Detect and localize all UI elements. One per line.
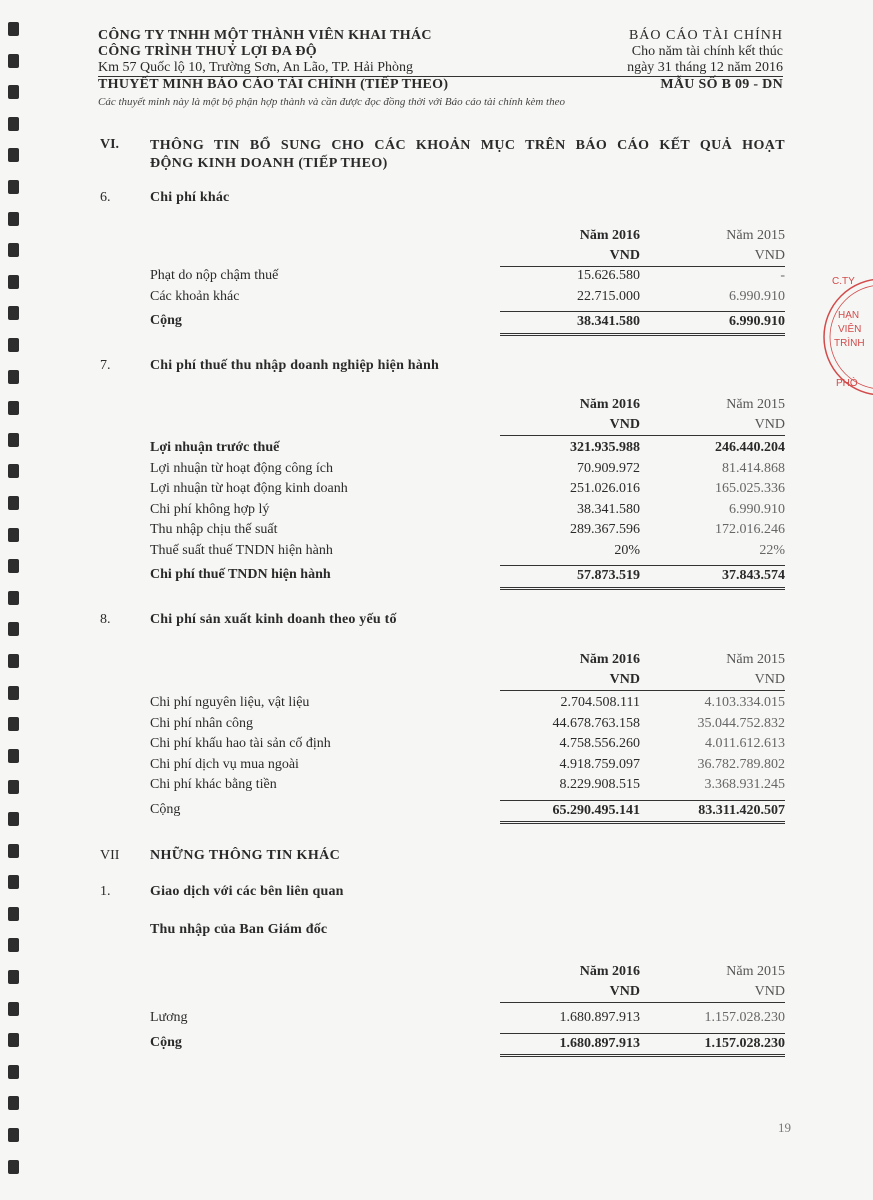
item7-number: 7. xyxy=(100,358,111,373)
row-label: Chi phí không hợp lý xyxy=(150,501,270,517)
item6-table xyxy=(150,226,785,332)
value-2015: - xyxy=(780,268,785,283)
binder-hole xyxy=(8,812,19,826)
binder-hole xyxy=(8,1002,19,1016)
company-name-line1: CÔNG TY TNHH MỘT THÀNH VIÊN KHAI THÁC xyxy=(98,28,432,43)
item1-table xyxy=(150,962,785,1053)
binder-hole xyxy=(8,275,19,289)
total-row xyxy=(150,800,785,821)
year-2016-label: Năm 2016 xyxy=(579,397,640,412)
header-note: Các thuyết minh này là một bộ phận hợp thành và cần được đọc đồng thời với Báo cáo tài chính kèm theo xyxy=(98,96,565,108)
company-stamp xyxy=(820,262,873,412)
binder-hole xyxy=(8,591,19,605)
year-2015-label: Năm 2015 xyxy=(726,652,785,667)
unit-label: VND xyxy=(640,670,785,691)
value-2016: 22.715.000 xyxy=(577,288,640,304)
value-2015: 165.025.336 xyxy=(715,481,785,496)
row-label: Chi phí nhân công xyxy=(150,715,254,731)
row-label: Lợi nhuận trước thuế xyxy=(150,440,280,455)
col-2015-header xyxy=(640,395,785,436)
table-header xyxy=(150,226,785,266)
binder-hole xyxy=(8,559,19,573)
total-2015: 83.311.420.507 xyxy=(640,800,785,825)
binder-hole xyxy=(8,148,19,162)
value-2015: 6.990.910 xyxy=(729,501,785,517)
binder-hole xyxy=(8,401,19,415)
table-row xyxy=(150,459,785,480)
value-2016: 20% xyxy=(614,542,640,558)
binder-hole xyxy=(8,1096,19,1110)
table-row xyxy=(150,520,785,541)
row-label: Phạt do nộp chậm thuế xyxy=(150,268,279,283)
company-name-line2: CÔNG TRÌNH THUỶ LỢI ĐA ĐỘ xyxy=(98,44,317,59)
value-2015: 36.782.789.802 xyxy=(697,756,785,772)
value-2015: 4.103.334.015 xyxy=(704,695,785,710)
total-2016: 65.290.495.141 xyxy=(500,800,640,825)
binder-hole xyxy=(8,370,19,384)
table-row xyxy=(150,438,785,459)
unit-label: VND xyxy=(640,982,785,1003)
value-2016: 70.909.972 xyxy=(577,460,640,476)
table-header xyxy=(150,962,785,1002)
section-vi-title-line2: ĐỘNG KINH DOANH (TIẾP THEO) xyxy=(150,156,388,171)
item7-table xyxy=(150,395,785,586)
binder-hole xyxy=(8,22,19,36)
value-2016: 289.367.596 xyxy=(570,522,640,537)
total-2015: 37.843.574 xyxy=(640,565,785,590)
binder-hole xyxy=(8,844,19,858)
item6-number: 6. xyxy=(100,190,111,205)
binder-holes xyxy=(8,10,22,1190)
table-row xyxy=(150,755,785,776)
section-vi-number: VI. xyxy=(100,137,120,152)
value-2016: 321.935.988 xyxy=(570,440,640,455)
table-row xyxy=(150,500,785,521)
item8-number: 8. xyxy=(100,612,111,627)
year-2016-label: Năm 2016 xyxy=(579,964,640,979)
page-number: 19 xyxy=(778,1120,791,1135)
binder-hole xyxy=(8,528,19,542)
table-header xyxy=(150,395,785,435)
row-label: Chi phí khác bằng tiền xyxy=(150,777,277,792)
unit-label: VND xyxy=(500,246,640,267)
total-2016: 38.341.580 xyxy=(500,311,640,336)
value-2016: 38.341.580 xyxy=(577,501,640,517)
binder-hole xyxy=(8,907,19,921)
total-2016: 57.873.519 xyxy=(500,565,640,590)
value-2015: 1.157.028.230 xyxy=(704,1010,785,1025)
value-2016: 44.678.763.158 xyxy=(552,715,640,731)
fiscal-year-label: Cho năm tài chính kết thúc xyxy=(631,44,783,59)
value-2016: 4.758.556.260 xyxy=(559,736,640,751)
value-2016: 8.229.908.515 xyxy=(559,777,640,792)
value-2016: 4.918.759.097 xyxy=(559,756,640,772)
binder-hole xyxy=(8,1065,19,1079)
row-label: Lợi nhuận từ hoạt động kinh doanh xyxy=(150,481,348,496)
section-vii-title: NHỮNG THÔNG TIN KHÁC xyxy=(150,848,341,863)
table-row xyxy=(150,541,785,562)
table-row xyxy=(150,714,785,735)
fiscal-year-date: ngày 31 tháng 12 năm 2016 xyxy=(627,60,783,75)
year-2015-label: Năm 2015 xyxy=(726,397,785,412)
binder-hole xyxy=(8,338,19,352)
year-2016-label: Năm 2016 xyxy=(579,652,640,667)
value-2015: 35.044.752.832 xyxy=(697,715,785,731)
table-row xyxy=(150,287,785,308)
binder-hole xyxy=(8,243,19,257)
section-vi-title-line1: THÔNG TIN BỔ SUNG CHO CÁC KHOẢN MỤC TRÊN BÁO CÁO KẾT QUẢ HOẠT xyxy=(150,138,785,153)
total-label: Chi phí thuế TNDN hiện hành xyxy=(150,567,331,582)
item6-title: Chi phí khác xyxy=(150,190,230,205)
stamp-text-2: HẠN xyxy=(838,310,860,321)
row-label: Thu nhập chịu thế suất xyxy=(150,522,278,537)
row-label: Thuế suất thuế TNDN hiện hành xyxy=(150,542,333,558)
value-2016: 15.626.580 xyxy=(577,268,640,283)
year-2016-label: Năm 2016 xyxy=(579,228,640,243)
binder-hole xyxy=(8,212,19,226)
table-row xyxy=(150,479,785,500)
value-2015: 246.440.204 xyxy=(715,440,785,455)
stamp-text-5: PHÒ xyxy=(836,378,858,389)
row-label: Chi phí nguyên liệu, vật liệu xyxy=(150,695,310,710)
binder-hole xyxy=(8,54,19,68)
item1-subtitle: Thu nhập của Ban Giám đốc xyxy=(150,922,328,937)
stamp-text-3: VIÊN xyxy=(838,324,862,335)
col-2016-header xyxy=(500,650,640,691)
total-label: Cộng xyxy=(150,801,181,817)
binder-hole xyxy=(8,875,19,889)
table-header xyxy=(150,650,785,690)
binder-hole xyxy=(8,85,19,99)
binder-hole xyxy=(8,1033,19,1047)
table-row xyxy=(150,734,785,755)
table-row xyxy=(150,693,785,714)
binder-hole xyxy=(8,970,19,984)
total-row xyxy=(150,311,785,332)
document-title: THUYẾT MINH BÁO CÁO TÀI CHÍNH (TIẾP THEO) xyxy=(98,77,449,92)
col-2015-header xyxy=(640,226,785,267)
year-2015-label: Năm 2015 xyxy=(726,964,785,979)
value-2015: 3.368.931.245 xyxy=(704,777,785,792)
value-2015: 172.016.246 xyxy=(715,522,785,537)
binder-hole xyxy=(8,464,19,478)
binder-hole xyxy=(8,686,19,700)
row-label: Các khoản khác xyxy=(150,288,240,304)
total-label: Cộng xyxy=(150,1034,182,1050)
binder-hole xyxy=(8,938,19,952)
row-label: Lợi nhuận từ hoạt động công ích xyxy=(150,460,333,476)
unit-label: VND xyxy=(500,415,640,436)
unit-label: VND xyxy=(500,670,640,691)
binder-hole xyxy=(8,780,19,794)
col-2015-header xyxy=(640,650,785,691)
year-2015-label: Năm 2015 xyxy=(726,228,785,243)
binder-hole xyxy=(8,117,19,131)
section-vii-number: VII xyxy=(100,848,120,863)
total-2015: 6.990.910 xyxy=(640,311,785,336)
total-label: Cộng xyxy=(150,313,182,328)
item8-table xyxy=(150,650,785,820)
row-label: Chi phí khấu hao tài sản cố định xyxy=(150,736,331,751)
col-2016-header xyxy=(500,226,640,267)
value-2015: 81.414.868 xyxy=(722,460,785,476)
total-2016: 1.680.897.913 xyxy=(500,1033,640,1058)
row-label: Lương xyxy=(150,1010,188,1025)
binder-hole xyxy=(8,306,19,320)
value-2015: 4.011.612.613 xyxy=(705,736,785,751)
binder-hole xyxy=(8,180,19,194)
binder-hole xyxy=(8,622,19,636)
value-2016: 251.026.016 xyxy=(570,481,640,496)
table-row xyxy=(150,775,785,796)
value-2016: 2.704.508.111 xyxy=(560,695,640,710)
binder-hole xyxy=(8,1160,19,1174)
col-2015-header xyxy=(640,962,785,1003)
item8-title: Chi phí sản xuất kinh doanh theo yếu tố xyxy=(150,612,397,627)
stamp-text-1: C.TY xyxy=(832,276,855,287)
binder-hole xyxy=(8,654,19,668)
total-row xyxy=(150,565,785,586)
item1-title: Giao dịch với các bên liên quan xyxy=(150,884,344,899)
table-row xyxy=(150,266,785,287)
unit-label: VND xyxy=(500,982,640,1003)
col-2016-header xyxy=(500,962,640,1003)
report-header xyxy=(98,28,783,110)
col-2016-header xyxy=(500,395,640,436)
value-2016: 1.680.897.913 xyxy=(559,1010,640,1025)
row-label: Chi phí dịch vụ mua ngoài xyxy=(150,756,299,772)
value-2015: 22% xyxy=(759,542,785,558)
item1-number: 1. xyxy=(100,884,111,899)
binder-hole xyxy=(8,1128,19,1142)
binder-hole xyxy=(8,749,19,763)
unit-label: VND xyxy=(640,246,785,267)
report-type: BÁO CÁO TÀI CHÍNH xyxy=(628,28,783,43)
section-vi-title xyxy=(150,137,785,173)
binder-hole xyxy=(8,433,19,447)
item7-title: Chi phí thuế thu nhập doanh nghiệp hiện hành xyxy=(150,358,439,373)
company-address: Km 57 Quốc lộ 10, Trường Sơn, An Lão, TP. Hải Phòng xyxy=(98,60,413,75)
total-2015: 1.157.028.230 xyxy=(640,1033,785,1058)
table-row xyxy=(150,1008,785,1029)
binder-hole xyxy=(8,717,19,731)
form-number: MẪU SỐ B 09 - DN xyxy=(660,77,783,92)
unit-label: VND xyxy=(640,415,785,436)
total-row xyxy=(150,1033,785,1054)
binder-hole xyxy=(8,496,19,510)
value-2015: 6.990.910 xyxy=(729,288,785,304)
stamp-text-4: TRÌNH xyxy=(834,338,865,349)
